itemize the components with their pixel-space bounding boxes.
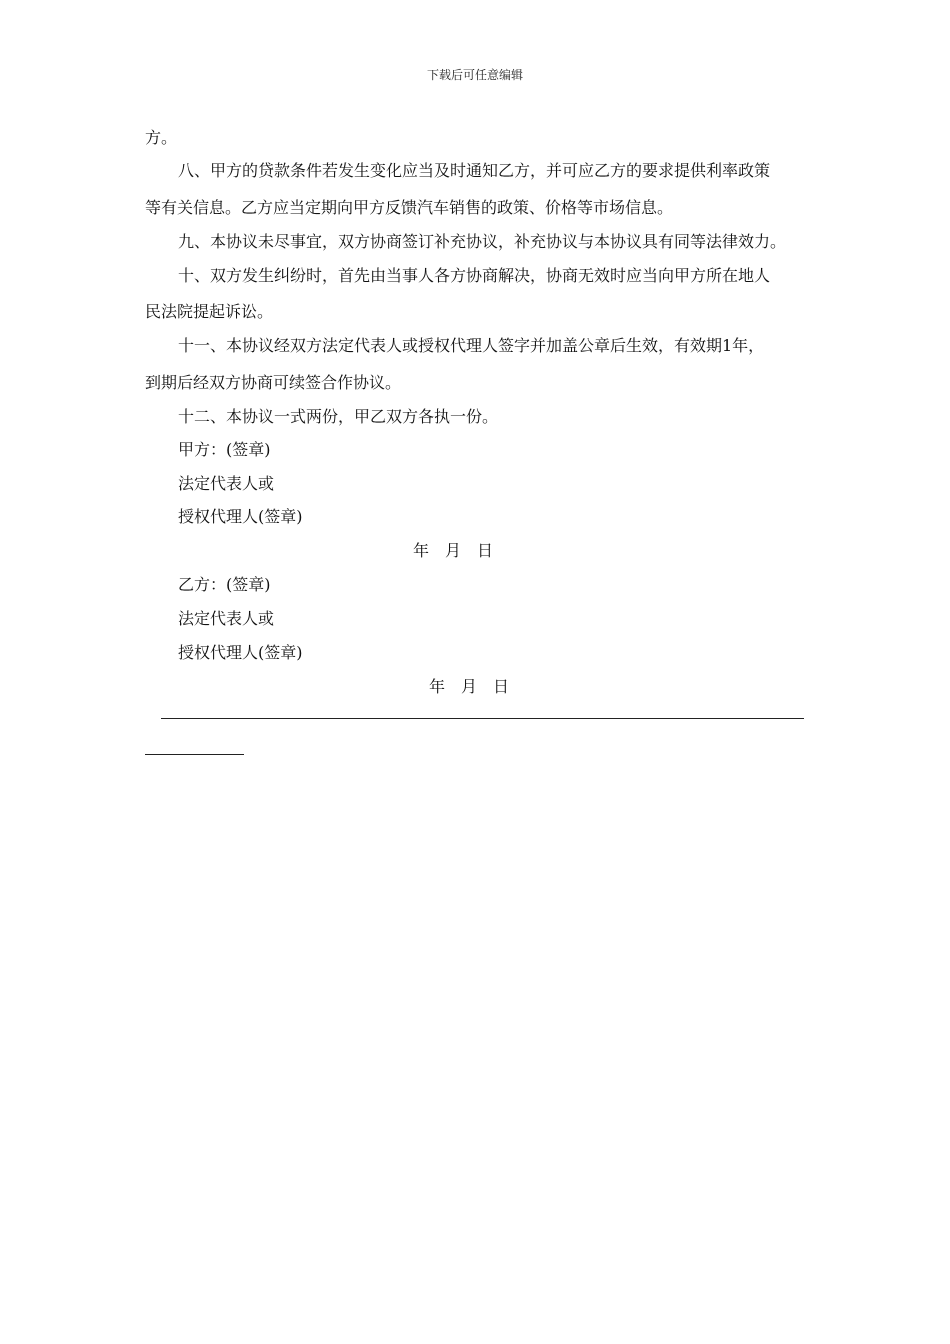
clause-8-line-1: 八、甲方的贷款条件若发生变化应当及时通知乙方，并可应乙方的要求提供利率政策 xyxy=(178,161,771,180)
clause-11-line-2: 到期后经双方协商可续签合作协议。 xyxy=(145,373,402,392)
page-header-note: 下载后可任意编辑 xyxy=(426,68,523,82)
party-a-representative: 法定代表人或 xyxy=(178,474,275,493)
party-b-representative: 法定代表人或 xyxy=(178,609,275,628)
clause-11-line-1: 十一、本协议经双方法定代表人或授权代理人签字并加盖公章后生效，有效期1年， xyxy=(178,336,765,355)
party-b-sign: 乙方：(签章) xyxy=(178,575,271,594)
clause-8-line-2: 等有关信息。乙方应当定期向甲方反馈汽车销售的政策、价格等市场信息。 xyxy=(145,198,674,217)
party-a-date: 年 月 日 xyxy=(413,541,494,560)
clause-12: 十二、本协议一式两份，甲乙双方各执一份。 xyxy=(178,407,499,426)
separator-rule xyxy=(161,718,804,719)
paragraph-continuation: 方。 xyxy=(145,128,178,147)
separator-rule-continuation xyxy=(145,754,244,755)
party-b-date: 年 月 日 xyxy=(429,677,510,696)
clause-10-line-2: 民法院提起诉讼。 xyxy=(145,302,274,321)
party-a-agent: 授权代理人(签章) xyxy=(178,507,303,526)
party-a-sign: 甲方：(签章) xyxy=(178,440,271,459)
clause-10-line-1: 十、双方发生纠纷时，首先由当事人各方协商解决，协商无效时应当向甲方所在地人 xyxy=(178,266,771,285)
clause-9: 九、本协议未尽事宜，双方协商签订补充协议，补充协议与本协议具有同等法律效力。 xyxy=(178,232,787,251)
party-b-agent: 授权代理人(签章) xyxy=(178,643,303,662)
